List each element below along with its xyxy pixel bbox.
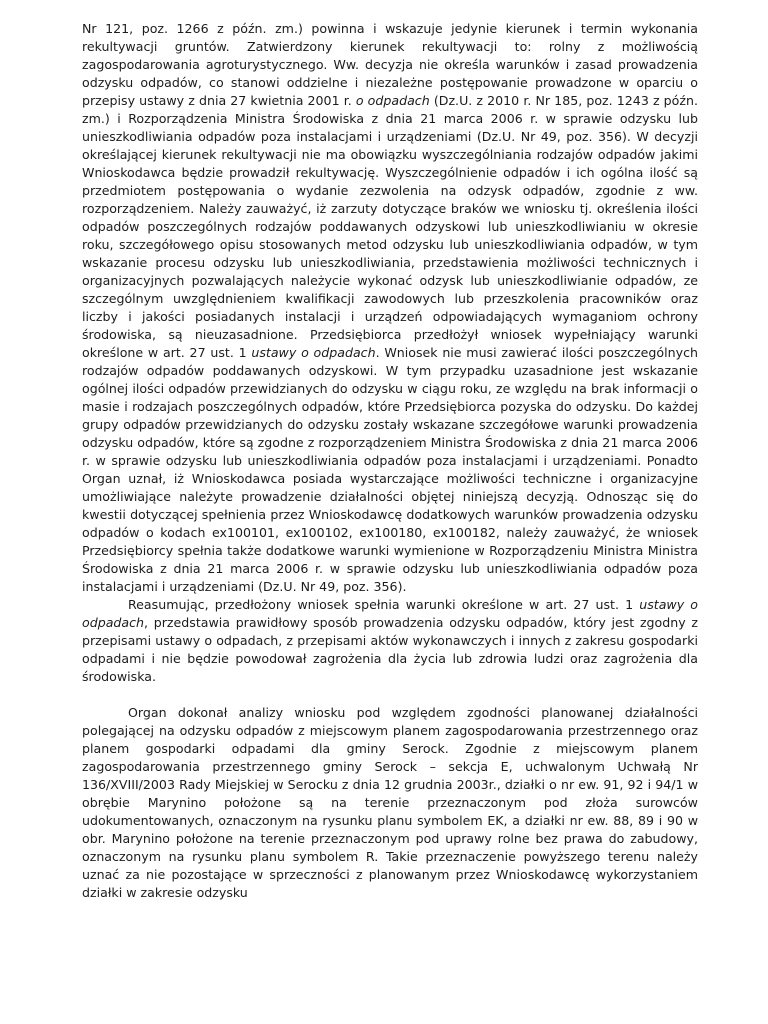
paragraph-1-text: (Dz.U. z 2010 r. Nr 185, poz. 1243 z późn. zm.) i Rozporządzenia Ministra Środowiska z dnia 21 marca 2006 r. w sprawie odzysku lub unieszkodliwiania odpadów poza instalacjami i urządzeniami (Dz.U. Nr 49, poz. 356). W decyzji określającej kierunek rekultywacji nie ma obowiązku wyszczególniania rodzajów odpadów jakimi Wnioskodawca będzie prowadził rekultywację. Wyszczególnienie odpadów i ich ogólna ilość są przedmiotem postępowania o wydanie zezwolenia na odzysk odpadów, zgodnie z ww. rozporządzeniem. Należy zauważyć, iż zarzuty dotyczące braków we wniosku tj. określenia ilości odpadów poszczególnych rodzajów poddawanych odzyskowi lub unieszkodliwianiu w okresie roku, szczegółowego opisu stosowanych metod odzysku lub unieszkodliwiania odpadów, w tym wskazanie procesu odzysku lub unieszkodliwiania, przedstawienia możliwości technicznych i organizacyjnych pozwalających należycie wykonać odzysk lub unieszkodliwianie odpadów, ze szczególnym uwzględnieniem kwalifikacji zawodowych lub przeszkolenia pracowników oraz liczby i jakości posiadanych instalacji i urządzeń odpowiadających wymaganiom ochrony środowiska, są nieuzasadnione. Przedsiębiorca przedłożył wniosek wypełniający warunki określone w art. 27 ust. 1 <box>82 93 698 360</box>
paragraph-3-text: Organ dokonał analizy wniosku pod względem zgodności planowanej działalności polegającej na odzysku odpadów z miejscowym planem zagospodarowania przestrzennego oraz planem gospodarki odpadami dla gminy Serock. Zgodnie z miejscowym planem zagospodarowania przestrzennego gminy Serock – sekcja E, uchwalonym Uchwałą Nr 136/XVIII/2003 Rady Miejskiej w Serocku z dnia 12 grudnia 2003r., działki o nr ew. 91, 92 i 94/1 w obrębie Marynino położone są na terenie przeznaczonym pod złoża surowców udokumentowanych, oznaczonym na rysunku planu symbolem EK, a działki nr ew. 88, 89 i 90 w obr. Marynino położone na terenie przeznaczonym pod uprawy rolne bez prawa do zabudowy, oznaczonym na rysunku planu symbolem R. Takie przeznaczenie powyższego terenu należy uznać za nie pozostające w sprzeczności z planowanym przez Wnioskodawcę wykorzystaniem działki w zakresie odzysku <box>82 705 698 900</box>
paragraph-2-text: Reasumując, przedłożony wniosek spełnia warunki określone w art. 27 ust. 1 <box>128 597 640 612</box>
paragraph-2 <box>82 596 698 686</box>
document-page <box>82 20 698 902</box>
paragraph-1-italic-act-title: o odpadach <box>355 93 430 108</box>
paragraph-1-italic-act-title: ustawy o odpadach <box>251 345 376 360</box>
paragraph-2-text: , przedstawia prawidłowy sposób prowadzenia odzysku odpadów, który jest zgodny z przepisami ustawy o odpadach, z przepisami aktów wykonawczych i innych z zakresu gospodarki odpadami i nie będzie powodował zagrożenia dla życia lub zdrowia ludzi oraz zagrożenia dla środowiska. <box>82 615 698 684</box>
paragraph-3 <box>82 704 698 902</box>
paragraph-1 <box>82 20 698 596</box>
paragraph-1-text: Nr 121, poz. 1266 z późn. zm.) powinna i wskazuje jedynie kierunek i termin wykonania rekultywacji gruntów. Zatwierdzony kierunek rekultywacji to: rolny z możliwością zagospodarowania agroturystycznego. Ww. decyzja nie określa warunków i zasad prowadzenia odzysku odpadów, co stanowi oddzielne i niezależne postępowanie prowadzone w oparciu o przepisy ustawy z dnia 27 kwietnia 2001 r. <box>82 21 698 108</box>
paragraph-1-text: . Wniosek nie musi zawierać ilości poszczególnych rodzajów odpadów poddawanych odzyskowi. W tym przypadku uzasadnione jest wskazanie ogólnej ilości odpadów przewidzianych do odzysku w ciągu roku, ze względu na brak informacji o masie i rodzajach poszczególnych odpadów, które Przedsiębiorca pozyska do odzysku. Do każdej grupy odpadów przewidzianych do odzysku zostały wskazane szczegółowe warunki prowadzenia odzysku odpadów, które są zgodne z rozporządzeniem Ministra Środowiska z dnia 21 marca 2006 r. w sprawie odzysku lub unieszkodliwiania odpadów poza instalacjami i urządzeniami. Ponadto Organ uznał, iż Wnioskodawca posiada wystarczające możliwości techniczne i organizacyjne umożliwiające należyte prowadzenie działalności objętej niniejszą decyzją. Odnosząc się do kwestii dotyczącej spełnienia przez Wnioskodawcę dodatkowych warunków prowadzenia odzysku odpadów o kodach ex100101, ex100102, ex100180, ex100182, należy zauważyć, że wniosek Przedsiębiorcy spełnia także dodatkowe warunki wymienione w Rozporządzeniu Ministra Ministra Środowiska z dnia 21 marca 2006 r. w sprawie odzysku lub unieszkodliwiania odpadów poza instalacjami i urządzeniami (Dz.U. Nr 49, poz. 356). <box>82 345 698 594</box>
paragraph-2-italic-act-title: ustawy o odpadach <box>82 597 698 630</box>
